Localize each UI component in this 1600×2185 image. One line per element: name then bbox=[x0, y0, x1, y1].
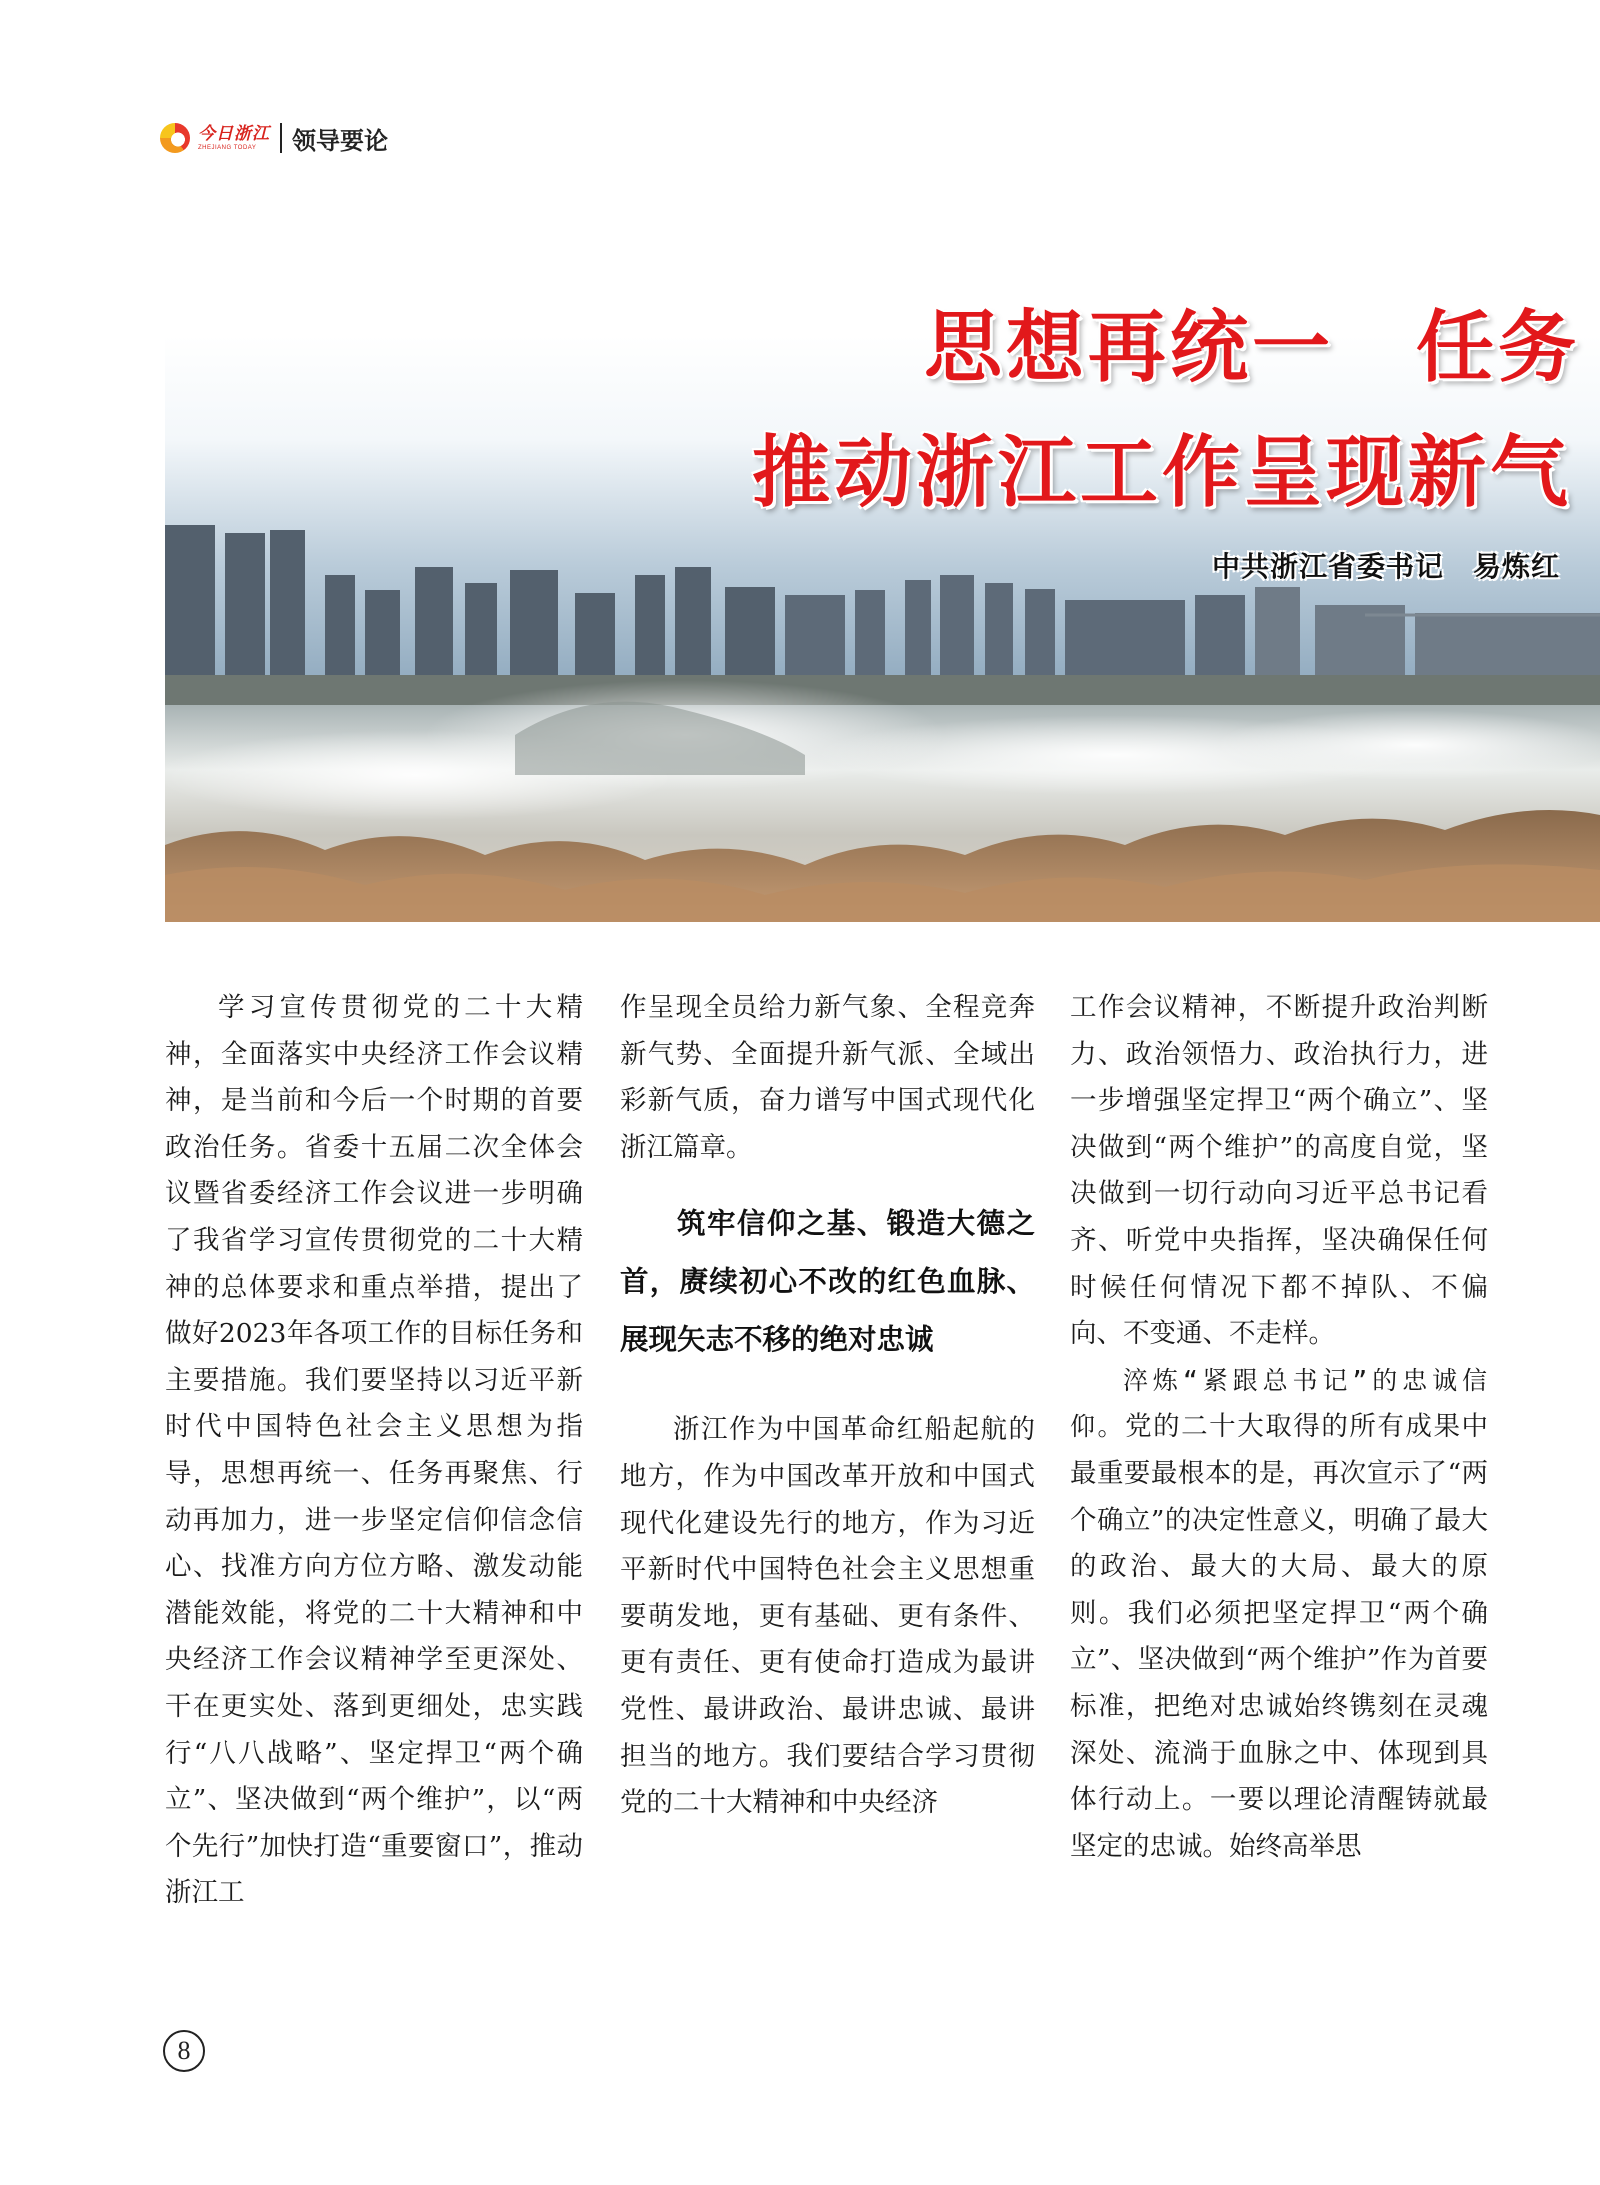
page-number: 8 bbox=[163, 2030, 205, 2072]
magazine-logo bbox=[198, 123, 270, 151]
paragraph bbox=[1070, 1358, 1488, 1871]
paragraph: 浙江作为中国革命红船起航的地方，作为中国改革开放和中国式现代化建设先行的地方，作为习近平新时代中国特色社会主义思想重要萌发地，更有基础、更有条件、更有责任、更有使命打造成为最讲党性、最讲政治、最讲忠诚、最讲担当的地方。我们要结合学习贯彻党的二十大精神和中央经济 bbox=[620, 1414, 1035, 1819]
magazine-header bbox=[160, 118, 388, 158]
logo-chinese: 今日浙江 bbox=[198, 123, 270, 144]
paragraph: 工作会议精神，不断提升政治判断力、政治领悟力、政治执行力，进一步增强坚定捍卫“两个确立”、坚决做到“两个维护”的高度自觉，坚决做到一切行动向习近平总书记看齐、听党中央指挥，坚决确保任何时候任何情况下都不掉队、不偏向、不变通、不走样。 bbox=[1070, 992, 1488, 1350]
paragraph-body: 党的二十大取得的所有成果中最重要最根本的是，再次宣示了“两个确立”的决定性意义，明确了最大的政治、最大的大局、最大的原则。我们必须把坚定捍卫“两个确立”、坚决做到“两个维护”作为首要标准，把绝对忠诚始终镌刻在灵魂深处、流淌于血脉之中、体现到具体行动上。一要以理论清醒铸就最坚定的忠诚。始终高举思 bbox=[1070, 1411, 1488, 1862]
article-column-1 bbox=[165, 985, 583, 1917]
logo-english: ZHEJIANG TODAY bbox=[198, 144, 257, 151]
paragraph: 学习宣传贯彻党的二十大精神，全面落实中央经济工作会议精神，是当前和今后一个时期的首要政治任务。省委十五届二次全体会议暨省委经济工作会议进一步明确了我省学习宣传贯彻党的二十大精神的总体要求和重点举措，提出了做好2023年各项工作的目标任务和主要措施。我们要坚持以习近平新时代中国特色社会主义思想为指导，思想再统一、任务再聚焦、行动再加力，进一步坚定信仰信念信心、找准方向方位方略、激发动能潜能效能，将党的二十大精神和中央经济工作会议精神学至更深处、干在更实处、落到更细处，忠实践行“八八战略”、坚定捍卫“两个确立”、坚决做到“两个维护”，以“两个先行”加快打造“重要窗口”，推动浙江工 bbox=[165, 992, 583, 1909]
article-column-3 bbox=[1070, 985, 1488, 1870]
section-name: 领导要论 bbox=[292, 126, 388, 155]
paragraph: 作呈现全员给力新气象、全程竞奔新气势、全面提升新气派、全域出彩新气质，奋力谱写中国式现代化浙江篇章。 bbox=[620, 992, 1035, 1163]
hero-banner bbox=[165, 215, 1600, 922]
article-title-line2: 推动浙江工作呈现新气 bbox=[751, 428, 1572, 518]
article-column-2 bbox=[620, 985, 1035, 1827]
magazine-logo-icon bbox=[160, 123, 190, 153]
article-author: 中共浙江省委书记 易炼红 bbox=[1211, 550, 1560, 583]
paragraph-lead: 淬炼“紧跟总书记”的忠诚信仰。 bbox=[1070, 1365, 1488, 1442]
article-title-line1: 思想再统一 任务 bbox=[923, 303, 1580, 393]
section-subheading: 筑牢信仰之基、锻造大德之首，赓续初心不改的红色血脉、展现矢志不移的绝对忠诚 bbox=[620, 1207, 1035, 1357]
header-divider bbox=[280, 123, 282, 153]
